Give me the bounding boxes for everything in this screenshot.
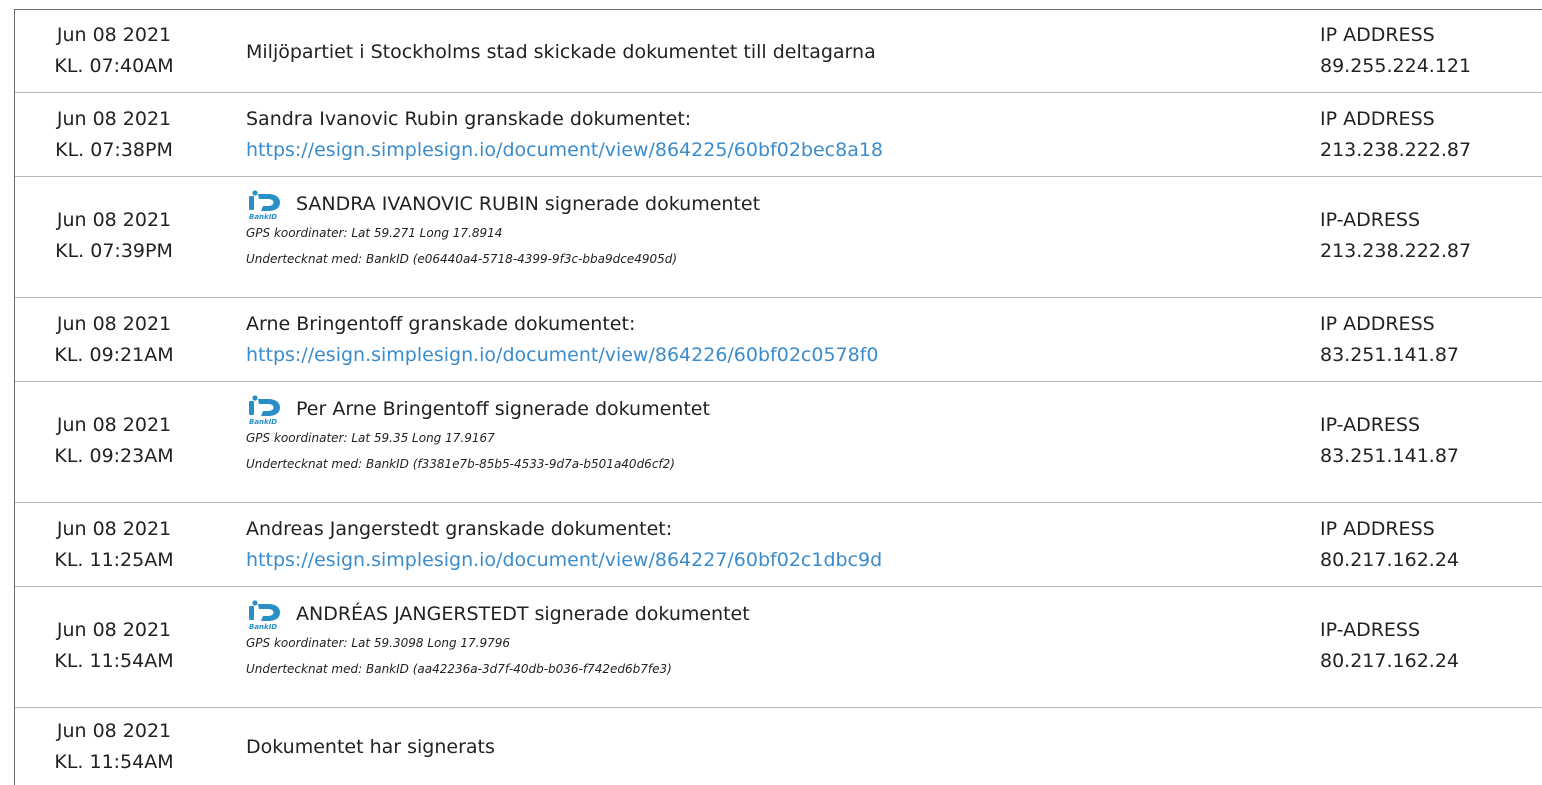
timestamp-cell bbox=[15, 615, 213, 677]
svg-text:BankID: BankID bbox=[249, 622, 278, 630]
table-row bbox=[15, 503, 1542, 587]
event-cell bbox=[246, 599, 750, 682]
ip-label: IP-ADRESS bbox=[1320, 209, 1421, 231]
bankid-logo-icon bbox=[246, 395, 286, 425]
event-time: KL. 07:40AM bbox=[54, 55, 174, 77]
event-cell bbox=[246, 732, 495, 763]
event-date: Jun 08 2021 bbox=[56, 313, 172, 335]
ip-cell bbox=[1320, 104, 1471, 166]
gps-coordinates: GPS koordinater: Lat 59.35 Long 17.9167 bbox=[246, 431, 495, 445]
event-text: Andreas Jangerstedt granskade dokumentet: bbox=[246, 518, 673, 540]
ip-address: 80.217.162.24 bbox=[1320, 650, 1460, 672]
table-row bbox=[15, 298, 1542, 382]
ip-label: IP-ADRESS bbox=[1320, 619, 1421, 641]
event-text: Sandra Ivanovic Rubin granskade dokumentet: bbox=[246, 108, 692, 130]
ip-cell bbox=[1320, 615, 1459, 677]
event-text: SANDRA IVANOVIC RUBIN signerade dokumentet bbox=[296, 193, 761, 215]
event-cell bbox=[246, 309, 878, 371]
event-time: KL. 11:54AM bbox=[54, 650, 174, 672]
event-date: Jun 08 2021 bbox=[56, 619, 172, 641]
event-time: KL. 11:54AM bbox=[54, 751, 174, 773]
timestamp-cell bbox=[15, 410, 213, 472]
timestamp-cell bbox=[15, 514, 213, 576]
ip-cell bbox=[1320, 410, 1459, 472]
svg-text:BankID: BankID bbox=[249, 417, 278, 425]
gps-coordinates: GPS koordinater: Lat 59.271 Long 17.8914 bbox=[246, 226, 503, 240]
table-row bbox=[15, 10, 1542, 93]
event-text: Per Arne Bringentoff signerade dokumentet bbox=[296, 398, 710, 420]
timestamp-cell bbox=[15, 205, 213, 267]
document-link[interactable]: https://esign.simplesign.io/document/view/864227/60bf02c1dbc9d bbox=[246, 549, 883, 571]
signed-with-bankid: Undertecknat med: BankID (aa42236a-3d7f-40db-b036-f742ed6b7fe3) bbox=[246, 662, 672, 676]
signed-with-bankid: Undertecknat med: BankID (e06440a4-5718-4399-9f3c-bba9dce4905d) bbox=[246, 252, 678, 266]
event-cell bbox=[246, 514, 882, 576]
ip-address: 89.255.224.121 bbox=[1320, 55, 1472, 77]
ip-cell bbox=[1320, 309, 1459, 371]
ip-label: IP ADDRESS bbox=[1320, 108, 1435, 130]
event-text: Miljöpartiet i Stockholms stad skickade dokumentet till deltagarna bbox=[246, 41, 876, 63]
event-cell bbox=[246, 37, 876, 68]
event-time: KL. 09:23AM bbox=[54, 445, 174, 467]
table-row bbox=[15, 708, 1542, 778]
ip-address: 83.251.141.87 bbox=[1320, 445, 1460, 467]
ip-address: 83.251.141.87 bbox=[1320, 344, 1460, 366]
ip-cell bbox=[1320, 205, 1471, 267]
svg-text:BankID: BankID bbox=[249, 212, 278, 220]
event-time: KL. 07:39PM bbox=[55, 240, 173, 262]
event-cell bbox=[246, 394, 710, 477]
document-link[interactable]: https://esign.simplesign.io/document/view/864225/60bf02bec8a18 bbox=[246, 139, 884, 161]
event-date: Jun 08 2021 bbox=[56, 209, 172, 231]
ip-cell bbox=[1320, 20, 1471, 82]
event-cell bbox=[246, 189, 760, 272]
ip-cell bbox=[1320, 514, 1459, 576]
event-text: Dokumentet har signerats bbox=[246, 736, 495, 758]
table-row bbox=[15, 93, 1542, 177]
bankid-logo-icon bbox=[246, 190, 286, 220]
event-time: KL. 07:38PM bbox=[55, 139, 173, 161]
signed-with-bankid: Undertecknat med: BankID (f3381e7b-85b5-4533-9d7a-b501a40d6cf2) bbox=[246, 457, 675, 471]
ip-label: IP-ADRESS bbox=[1320, 414, 1421, 436]
audit-trail-table bbox=[15, 10, 1542, 778]
event-date: Jun 08 2021 bbox=[56, 24, 172, 46]
ip-address: 213.238.222.87 bbox=[1320, 139, 1472, 161]
ip-label: IP ADDRESS bbox=[1320, 313, 1435, 335]
bankid-logo-icon bbox=[246, 600, 286, 630]
event-cell bbox=[246, 104, 883, 166]
document-link[interactable]: https://esign.simplesign.io/document/view/864226/60bf02c0578f0 bbox=[246, 344, 879, 366]
event-text: ANDRÉAS JANGERSTEDT signerade dokumentet bbox=[296, 603, 750, 625]
event-time: KL. 09:21AM bbox=[54, 344, 174, 366]
event-date: Jun 08 2021 bbox=[56, 414, 172, 436]
event-date: Jun 08 2021 bbox=[56, 518, 172, 540]
timestamp-cell bbox=[15, 104, 213, 166]
event-text: Arne Bringentoff granskade dokumentet: bbox=[246, 313, 636, 335]
timestamp-cell bbox=[15, 716, 213, 778]
timestamp-cell bbox=[15, 20, 213, 82]
gps-coordinates: GPS koordinater: Lat 59.3098 Long 17.9796 bbox=[246, 636, 511, 650]
ip-address: 213.238.222.87 bbox=[1320, 240, 1472, 262]
table-row bbox=[15, 177, 1542, 298]
table-row bbox=[15, 382, 1542, 503]
event-time: KL. 11:25AM bbox=[54, 549, 174, 571]
event-date: Jun 08 2021 bbox=[56, 108, 172, 130]
ip-address: 80.217.162.24 bbox=[1320, 549, 1460, 571]
timestamp-cell bbox=[15, 309, 213, 371]
event-date: Jun 08 2021 bbox=[56, 720, 172, 742]
table-row bbox=[15, 587, 1542, 708]
ip-label: IP ADDRESS bbox=[1320, 24, 1435, 46]
ip-label: IP ADDRESS bbox=[1320, 518, 1435, 540]
